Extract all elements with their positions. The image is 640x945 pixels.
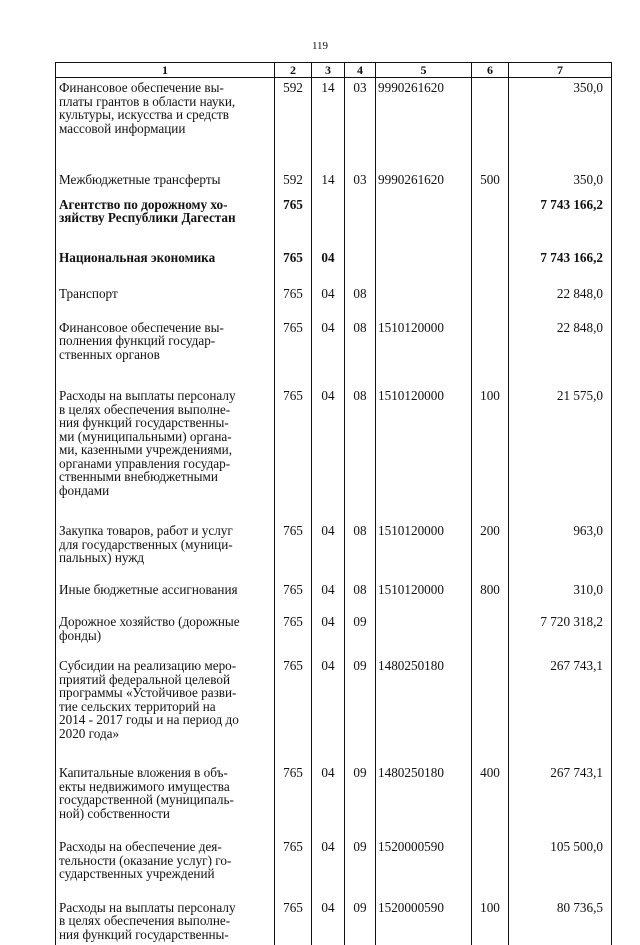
row-c3-cell: 04 xyxy=(312,893,345,945)
table-row xyxy=(56,832,612,893)
row-c4-cell: 09 xyxy=(345,832,376,893)
row-c5-cell: 9990261620 xyxy=(376,78,472,148)
row-c2-cell: 765 xyxy=(275,575,312,607)
row-c5-cell xyxy=(376,195,472,238)
row-c4-cell: 08 xyxy=(345,575,376,607)
row-c3-cell: 04 xyxy=(312,606,345,651)
row-name-cell: Финансовое обеспечение вы- полнения функций государ- ственных органов xyxy=(56,311,275,376)
row-c7-cell: 7 720 318,2 xyxy=(509,606,612,651)
row-c7-cell: 310,0 xyxy=(509,575,612,607)
row-c5-cell xyxy=(376,238,472,277)
row-c2-cell: 765 xyxy=(275,832,312,893)
row-name-cell: Финансовое обеспечение вы- платы грантов в области науки, культуры, искусства и средств массовой информации xyxy=(56,78,275,148)
row-c7-cell: 7 743 166,2 xyxy=(509,195,612,238)
row-c2-cell: 765 xyxy=(275,238,312,277)
row-c7-cell: 963,0 xyxy=(509,511,612,575)
row-c2-cell: 765 xyxy=(275,276,312,311)
row-c3-cell: 04 xyxy=(312,832,345,893)
row-c5-cell: 1480250180 xyxy=(376,753,472,832)
row-c7-cell: 22 848,0 xyxy=(509,311,612,376)
row-c3-cell: 04 xyxy=(312,238,345,277)
row-c7-cell: 22 848,0 xyxy=(509,276,612,311)
table-row xyxy=(56,375,612,511)
row-c6-cell xyxy=(472,311,509,376)
table-row xyxy=(56,606,612,651)
table-body xyxy=(56,78,612,945)
row-c4-cell: 03 xyxy=(345,78,376,148)
row-c7-cell: 267 743,1 xyxy=(509,753,612,832)
row-c6-cell: 400 xyxy=(472,753,509,832)
column-header: 7 xyxy=(509,63,612,78)
row-c4-cell xyxy=(345,195,376,238)
page-number: 119 xyxy=(0,40,640,52)
row-c2-cell: 765 xyxy=(275,195,312,238)
budget-table xyxy=(55,62,612,945)
row-name-cell: Транспорт xyxy=(56,276,275,311)
row-c7-cell: 21 575,0 xyxy=(509,375,612,511)
table-row xyxy=(56,238,612,277)
row-c4-cell: 09 xyxy=(345,893,376,945)
budget-table-container xyxy=(55,62,611,945)
row-c3-cell: 04 xyxy=(312,753,345,832)
row-name-cell: Расходы на выплаты персоналу в целях обеспечения выполне- ния функций государственны- xyxy=(56,893,275,945)
row-c3-cell: 14 xyxy=(312,147,345,195)
row-c4-cell: 08 xyxy=(345,276,376,311)
row-c2-cell: 592 xyxy=(275,147,312,195)
row-c7-cell: 105 500,0 xyxy=(509,832,612,893)
row-c3-cell: 04 xyxy=(312,311,345,376)
row-c6-cell xyxy=(472,832,509,893)
row-c2-cell: 765 xyxy=(275,311,312,376)
table-header-row xyxy=(56,63,612,78)
row-c5-cell: 1510120000 xyxy=(376,511,472,575)
table-row xyxy=(56,575,612,607)
row-c6-cell: 200 xyxy=(472,511,509,575)
row-name-cell: Закупка товаров, работ и услуг для государственных (муници- пальных) нужд xyxy=(56,511,275,575)
row-c5-cell: 1510120000 xyxy=(376,311,472,376)
row-c2-cell: 765 xyxy=(275,651,312,753)
row-c2-cell: 765 xyxy=(275,753,312,832)
row-c3-cell: 04 xyxy=(312,511,345,575)
table-row xyxy=(56,78,612,148)
row-name-cell: Национальная экономика xyxy=(56,238,275,277)
row-c5-cell: 1520000590 xyxy=(376,832,472,893)
row-c3-cell xyxy=(312,195,345,238)
row-c4-cell: 08 xyxy=(345,311,376,376)
row-c7-cell: 350,0 xyxy=(509,78,612,148)
row-c3-cell: 04 xyxy=(312,651,345,753)
table-row xyxy=(56,651,612,753)
row-c4-cell: 08 xyxy=(345,375,376,511)
row-c5-cell xyxy=(376,606,472,651)
row-c2-cell: 765 xyxy=(275,893,312,945)
row-c6-cell xyxy=(472,606,509,651)
table-row xyxy=(56,511,612,575)
row-c2-cell: 765 xyxy=(275,606,312,651)
table-row xyxy=(56,893,612,945)
row-c4-cell: 08 xyxy=(345,511,376,575)
row-c6-cell xyxy=(472,651,509,753)
row-c4-cell: 03 xyxy=(345,147,376,195)
row-c3-cell: 14 xyxy=(312,78,345,148)
row-c6-cell xyxy=(472,78,509,148)
row-c7-cell: 267 743,1 xyxy=(509,651,612,753)
row-name-cell: Иные бюджетные ассигнования xyxy=(56,575,275,607)
row-name-cell: Расходы на выплаты персоналу в целях обеспечения выполне- ния функций государственны- ми (муниципальными) органа- ми, казенными учреждениями, органами управления государ- ственными внебюджетными фондами xyxy=(56,375,275,511)
row-c6-cell xyxy=(472,276,509,311)
row-c7-cell: 350,0 xyxy=(509,147,612,195)
row-c6-cell: 100 xyxy=(472,375,509,511)
column-header: 2 xyxy=(275,63,312,78)
column-header: 5 xyxy=(376,63,472,78)
row-c4-cell xyxy=(345,238,376,277)
row-c2-cell: 592 xyxy=(275,78,312,148)
table-row xyxy=(56,276,612,311)
table-row xyxy=(56,753,612,832)
row-c3-cell: 04 xyxy=(312,375,345,511)
table-row xyxy=(56,147,612,195)
row-c3-cell: 04 xyxy=(312,575,345,607)
row-c5-cell xyxy=(376,276,472,311)
row-c6-cell: 800 xyxy=(472,575,509,607)
row-c6-cell xyxy=(472,195,509,238)
table-row xyxy=(56,311,612,376)
table-row xyxy=(56,195,612,238)
row-c4-cell: 09 xyxy=(345,753,376,832)
row-c7-cell: 80 736,5 xyxy=(509,893,612,945)
row-name-cell: Дорожное хозяйство (дорожные фонды) xyxy=(56,606,275,651)
row-c2-cell: 765 xyxy=(275,511,312,575)
row-c5-cell: 1510120000 xyxy=(376,375,472,511)
row-c2-cell: 765 xyxy=(275,375,312,511)
row-c5-cell: 1520000590 xyxy=(376,893,472,945)
row-c5-cell: 1510120000 xyxy=(376,575,472,607)
row-c4-cell: 09 xyxy=(345,651,376,753)
row-c3-cell: 04 xyxy=(312,276,345,311)
row-c5-cell: 1480250180 xyxy=(376,651,472,753)
row-name-cell: Агентство по дорожному хо- зяйству Республики Дагестан xyxy=(56,195,275,238)
column-header: 3 xyxy=(312,63,345,78)
row-name-cell: Субсидии на реализацию меро- приятий федеральной целевой программы «Устойчивое разви- тие сельских территорий на 2014 - 2017 годы и на период до 2020 года» xyxy=(56,651,275,753)
column-header: 1 xyxy=(56,63,275,78)
row-name-cell: Межбюджетные трансферты xyxy=(56,147,275,195)
row-name-cell: Капитальные вложения в объ- екты недвижимого имущества государственной (муниципаль- ной) собственности xyxy=(56,753,275,832)
column-header: 4 xyxy=(345,63,376,78)
row-c5-cell: 9990261620 xyxy=(376,147,472,195)
row-c7-cell: 7 743 166,2 xyxy=(509,238,612,277)
row-c4-cell: 09 xyxy=(345,606,376,651)
row-c6-cell: 100 xyxy=(472,893,509,945)
row-c6-cell: 500 xyxy=(472,147,509,195)
row-c6-cell xyxy=(472,238,509,277)
row-name-cell: Расходы на обеспечение дея- тельности (оказание услуг) го- сударственных учреждений xyxy=(56,832,275,893)
column-header: 6 xyxy=(472,63,509,78)
